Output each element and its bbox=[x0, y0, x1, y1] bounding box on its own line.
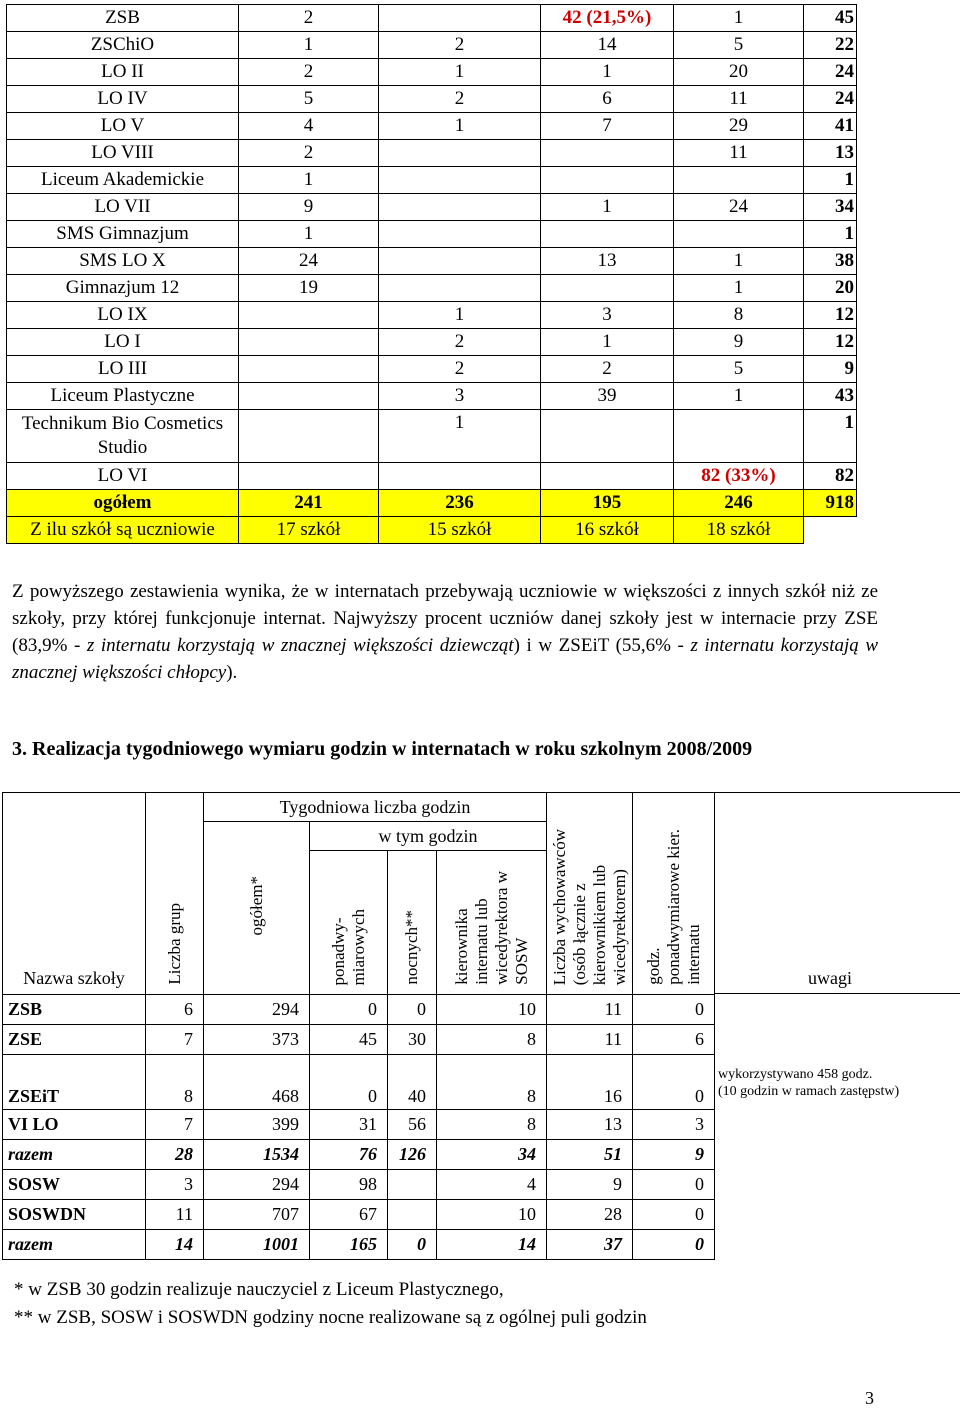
hours-cell: 16 bbox=[547, 1055, 633, 1110]
count-cell bbox=[239, 302, 379, 329]
table1-row bbox=[7, 275, 857, 302]
count-cell bbox=[239, 356, 379, 383]
hours-table bbox=[2, 792, 715, 1260]
total-cell: 38 bbox=[804, 248, 857, 275]
header-wychowawcow: Liczba wychowawców (osób łącznie z kierownikiem lub wicedyrektorem) bbox=[547, 793, 633, 995]
count-cell: 19 bbox=[239, 275, 379, 302]
school-name: Gimnazjum 12 bbox=[7, 275, 239, 302]
count-cell: 1 bbox=[674, 383, 804, 410]
total-cell: 12 bbox=[804, 329, 857, 356]
hours-cell: 9 bbox=[633, 1140, 715, 1170]
hours-cell: 76 bbox=[310, 1140, 388, 1170]
para-text-1: Z powyższego zestawienia wynika, że w internatach przebywają uczniowie w większości z innych szkół niż ze szkoły, przy której funkcjonuje internat. Najwyższy procent uczniów danej szkoły jest w internacie przy ZSE (83,9% - bbox=[12, 581, 878, 656]
table1-total-row bbox=[7, 490, 857, 517]
total-cell: 1 bbox=[804, 410, 857, 463]
hours-cell: 3 bbox=[146, 1170, 204, 1200]
total-cell: 13 bbox=[804, 140, 857, 167]
page-number: 3 bbox=[865, 1388, 874, 1408]
table1-row bbox=[7, 356, 857, 383]
count-cell bbox=[379, 463, 541, 490]
table1-row bbox=[7, 383, 857, 410]
table2-row bbox=[3, 1110, 715, 1140]
hours-cell: 0 bbox=[633, 1200, 715, 1230]
count-cell bbox=[541, 221, 674, 248]
summary-paragraph bbox=[12, 578, 878, 686]
count-cell: 2 bbox=[239, 140, 379, 167]
schools-count: 16 szkół bbox=[541, 517, 674, 544]
zseit-note: wykorzystywano 458 godz. (10 godzin w ramach zastępstw) bbox=[718, 1067, 900, 1099]
hours-cell: 294 bbox=[204, 995, 310, 1025]
hours-cell: 8 bbox=[437, 1025, 547, 1055]
hours-cell: 14 bbox=[146, 1230, 204, 1260]
table1-schools-row bbox=[7, 517, 857, 544]
school-name: LO II bbox=[7, 59, 239, 86]
hours-cell: 1534 bbox=[204, 1140, 310, 1170]
count-cell: 24 bbox=[674, 194, 804, 221]
header-godz-ponad: godz. ponadwymiarowe kier. internatu bbox=[633, 793, 715, 995]
hours-cell: 6 bbox=[633, 1025, 715, 1055]
hours-cell: 3 bbox=[633, 1110, 715, 1140]
school-name: ZSChiO bbox=[7, 32, 239, 59]
count-cell: 1 bbox=[674, 275, 804, 302]
school-name: Liceum Akademickie bbox=[7, 167, 239, 194]
count-cell: 13 bbox=[541, 248, 674, 275]
hours-cell: 7 bbox=[146, 1110, 204, 1140]
count-cell bbox=[239, 463, 379, 490]
total-cell: 24 bbox=[804, 86, 857, 113]
school-name: LO IX bbox=[7, 302, 239, 329]
hours-cell: 51 bbox=[547, 1140, 633, 1170]
count-cell bbox=[379, 194, 541, 221]
school-name: Technikum Bio Cosmetics Studio bbox=[7, 410, 239, 463]
hours-cell: 30 bbox=[388, 1025, 437, 1055]
school-name: Liceum Plastyczne bbox=[7, 383, 239, 410]
total-value: 246 bbox=[674, 490, 804, 517]
hours-cell: 11 bbox=[547, 1025, 633, 1055]
school-name: LO VI bbox=[7, 463, 239, 490]
count-cell: 9 bbox=[239, 194, 379, 221]
count-cell: 7 bbox=[541, 113, 674, 140]
count-cell: 39 bbox=[541, 383, 674, 410]
attendance-table bbox=[6, 4, 857, 544]
count-cell: 1 bbox=[379, 59, 541, 86]
hours-cell: 56 bbox=[388, 1110, 437, 1140]
table1-row bbox=[7, 32, 857, 59]
count-cell: 1 bbox=[239, 221, 379, 248]
total-cell: 9 bbox=[804, 356, 857, 383]
count-cell: 20 bbox=[674, 59, 804, 86]
count-cell: 29 bbox=[674, 113, 804, 140]
hours-cell: 37 bbox=[547, 1230, 633, 1260]
hours-cell: 0 bbox=[633, 995, 715, 1025]
header-nocnych: nocnych** bbox=[388, 851, 437, 995]
header-liczba-grup: Liczba grup bbox=[146, 793, 204, 995]
school-name: ZSB bbox=[3, 995, 146, 1025]
count-cell: 2 bbox=[239, 5, 379, 32]
school-name: SOSWDN bbox=[3, 1200, 146, 1230]
count-cell: 9 bbox=[674, 329, 804, 356]
hours-cell: 11 bbox=[146, 1200, 204, 1230]
section-heading: 3. Realizacja tygodniowego wymiaru godzin w internatach w roku szkolnym 2008/2009 bbox=[12, 738, 753, 760]
hours-cell: 10 bbox=[437, 995, 547, 1025]
count-cell bbox=[674, 221, 804, 248]
schools-count: 15 szkół bbox=[379, 517, 541, 544]
table1-row bbox=[7, 463, 857, 490]
hours-cell: 0 bbox=[633, 1055, 715, 1110]
footnote-2: ** w ZSB, SOSW i SOSWDN godziny nocne realizowane są z ogólnej puli godzin bbox=[14, 1307, 647, 1328]
hours-cell: 8 bbox=[437, 1055, 547, 1110]
count-cell: 8 bbox=[674, 302, 804, 329]
schools-count: 18 szkół bbox=[674, 517, 804, 544]
hours-cell: 45 bbox=[310, 1025, 388, 1055]
count-cell: 3 bbox=[379, 383, 541, 410]
count-cell: 1 bbox=[379, 113, 541, 140]
para-italic-2: z internatu korzystają w znacznej większości chłopcy bbox=[12, 635, 878, 683]
hours-cell: 468 bbox=[204, 1055, 310, 1110]
count-cell: 14 bbox=[541, 32, 674, 59]
total-value: 918 bbox=[804, 490, 857, 517]
hours-cell: 6 bbox=[146, 995, 204, 1025]
table1-row bbox=[7, 410, 857, 463]
hours-cell: 8 bbox=[437, 1110, 547, 1140]
hours-cell: 28 bbox=[146, 1140, 204, 1170]
table1-row bbox=[7, 329, 857, 356]
count-cell bbox=[379, 248, 541, 275]
total-cell: 12 bbox=[804, 302, 857, 329]
hours-cell: 31 bbox=[310, 1110, 388, 1140]
count-cell bbox=[379, 275, 541, 302]
count-cell: 11 bbox=[674, 140, 804, 167]
school-name: SMS LO X bbox=[7, 248, 239, 275]
count-cell bbox=[541, 140, 674, 167]
school-name: razem bbox=[3, 1140, 146, 1170]
hours-cell: 165 bbox=[310, 1230, 388, 1260]
count-cell bbox=[239, 329, 379, 356]
table1-row bbox=[7, 5, 857, 32]
school-name: ZSE bbox=[3, 1025, 146, 1055]
table1-row bbox=[7, 194, 857, 221]
count-cell: 2 bbox=[379, 32, 541, 59]
school-name: LO I bbox=[7, 329, 239, 356]
hours-cell: 11 bbox=[547, 995, 633, 1025]
schools-count: 17 szkół bbox=[239, 517, 379, 544]
header-uwagi: uwagi bbox=[808, 968, 852, 988]
school-name: LO III bbox=[7, 356, 239, 383]
count-cell: 2 bbox=[239, 59, 379, 86]
total-cell: 41 bbox=[804, 113, 857, 140]
count-cell bbox=[379, 221, 541, 248]
total-cell: 43 bbox=[804, 383, 857, 410]
header-kierownika: kierownika internatu lub wicedyrektora w SOSW bbox=[437, 851, 547, 995]
count-cell: 2 bbox=[379, 86, 541, 113]
table2-row bbox=[3, 1025, 715, 1055]
hours-cell: 0 bbox=[310, 995, 388, 1025]
hours-cell: 13 bbox=[547, 1110, 633, 1140]
table1-row bbox=[7, 86, 857, 113]
hours-cell bbox=[388, 1170, 437, 1200]
hours-cell: 40 bbox=[388, 1055, 437, 1110]
table2-row bbox=[3, 1230, 715, 1260]
count-cell: 2 bbox=[541, 356, 674, 383]
count-cell: 1 bbox=[239, 167, 379, 194]
count-cell: 1 bbox=[674, 5, 804, 32]
school-name: ZSEiT bbox=[3, 1055, 146, 1110]
table1-row bbox=[7, 167, 857, 194]
table2-row bbox=[3, 1200, 715, 1230]
count-cell: 1 bbox=[674, 248, 804, 275]
count-cell bbox=[674, 167, 804, 194]
count-cell: 2 bbox=[379, 356, 541, 383]
count-cell: 5 bbox=[674, 356, 804, 383]
count-cell bbox=[541, 463, 674, 490]
total-cell: 20 bbox=[804, 275, 857, 302]
table2-row bbox=[3, 1170, 715, 1200]
hours-cell: 4 bbox=[437, 1170, 547, 1200]
total-value: 236 bbox=[379, 490, 541, 517]
uwagi-header-cell bbox=[714, 792, 960, 994]
hours-cell: 0 bbox=[633, 1170, 715, 1200]
total-cell: 45 bbox=[804, 5, 857, 32]
count-cell bbox=[379, 5, 541, 32]
hours-cell: 1001 bbox=[204, 1230, 310, 1260]
count-cell: 3 bbox=[541, 302, 674, 329]
header-ogolem: ogółem* bbox=[204, 822, 310, 995]
hours-cell: 0 bbox=[633, 1230, 715, 1260]
hours-cell: 0 bbox=[310, 1055, 388, 1110]
count-cell bbox=[541, 410, 674, 463]
hours-cell: 707 bbox=[204, 1200, 310, 1230]
count-cell: 1 bbox=[541, 59, 674, 86]
count-cell bbox=[541, 275, 674, 302]
school-name: LO V bbox=[7, 113, 239, 140]
total-cell: 1 bbox=[804, 221, 857, 248]
hours-cell: 98 bbox=[310, 1170, 388, 1200]
count-cell: 1 bbox=[541, 194, 674, 221]
count-cell: 11 bbox=[674, 86, 804, 113]
hours-cell: 67 bbox=[310, 1200, 388, 1230]
count-cell bbox=[239, 383, 379, 410]
school-name: LO IV bbox=[7, 86, 239, 113]
hours-cell: 9 bbox=[547, 1170, 633, 1200]
school-name: ZSB bbox=[7, 5, 239, 32]
hours-cell: 34 bbox=[437, 1140, 547, 1170]
hours-cell: 399 bbox=[204, 1110, 310, 1140]
school-name: SMS Gimnazjum bbox=[7, 221, 239, 248]
total-value: 195 bbox=[541, 490, 674, 517]
para-text-2: ) i w ZSEiT (55,6% - bbox=[513, 635, 691, 656]
hours-cell: 294 bbox=[204, 1170, 310, 1200]
count-cell bbox=[379, 140, 541, 167]
table2-row bbox=[3, 1140, 715, 1170]
blank-cell bbox=[804, 517, 857, 544]
total-cell: 1 bbox=[804, 167, 857, 194]
school-name: LO VII bbox=[7, 194, 239, 221]
hours-cell bbox=[388, 1200, 437, 1230]
table2-row bbox=[3, 1055, 715, 1110]
hours-cell: 28 bbox=[547, 1200, 633, 1230]
hours-cell: 10 bbox=[437, 1200, 547, 1230]
count-cell: 1 bbox=[379, 410, 541, 463]
count-cell: 1 bbox=[541, 329, 674, 356]
count-cell: 5 bbox=[239, 86, 379, 113]
count-cell: 4 bbox=[239, 113, 379, 140]
total-cell: 22 bbox=[804, 32, 857, 59]
header-ponadwymiarowych: ponadwy- miarowych bbox=[310, 851, 388, 995]
count-cell: 5 bbox=[674, 32, 804, 59]
count-cell: 1 bbox=[239, 32, 379, 59]
table1-row bbox=[7, 113, 857, 140]
hours-cell: 14 bbox=[437, 1230, 547, 1260]
total-value: 241 bbox=[239, 490, 379, 517]
table1-row bbox=[7, 302, 857, 329]
school-name: LO VIII bbox=[7, 140, 239, 167]
school-name: razem bbox=[3, 1230, 146, 1260]
count-cell: 1 bbox=[379, 302, 541, 329]
total-cell: 82 bbox=[804, 463, 857, 490]
count-cell bbox=[239, 410, 379, 463]
total-label: ogółem bbox=[7, 490, 239, 517]
count-cell: 42 (21,5%) bbox=[541, 5, 674, 32]
count-cell bbox=[541, 167, 674, 194]
hours-cell: 373 bbox=[204, 1025, 310, 1055]
hours-cell: 126 bbox=[388, 1140, 437, 1170]
count-cell: 6 bbox=[541, 86, 674, 113]
table1-row bbox=[7, 221, 857, 248]
school-name: SOSW bbox=[3, 1170, 146, 1200]
table1-row bbox=[7, 140, 857, 167]
table1-row bbox=[7, 248, 857, 275]
footnote-1: * w ZSB 30 godzin realizuje nauczyciel z Liceum Plastycznego, bbox=[14, 1279, 504, 1300]
hours-cell: 0 bbox=[388, 995, 437, 1025]
para-text-3: ). bbox=[226, 662, 238, 683]
header-nazwa: Nazwa szkoły bbox=[3, 793, 146, 995]
header-w-tym: w tym godzin bbox=[310, 822, 547, 851]
count-cell bbox=[379, 167, 541, 194]
table1-row bbox=[7, 59, 857, 86]
school-name: VI LO bbox=[3, 1110, 146, 1140]
table2-row bbox=[3, 995, 715, 1025]
count-cell bbox=[674, 410, 804, 463]
header-tygodniowa: Tygodniowa liczba godzin bbox=[204, 793, 547, 822]
count-cell: 24 bbox=[239, 248, 379, 275]
schools-label: Z ilu szkół są uczniowie bbox=[7, 517, 239, 544]
total-cell: 34 bbox=[804, 194, 857, 221]
count-cell: 82 (33%) bbox=[674, 463, 804, 490]
count-cell: 2 bbox=[379, 329, 541, 356]
total-cell: 24 bbox=[804, 59, 857, 86]
para-italic-1: z internatu korzystają w znacznej większości dziewcząt bbox=[86, 635, 514, 656]
hours-cell: 0 bbox=[388, 1230, 437, 1260]
hours-cell: 8 bbox=[146, 1055, 204, 1110]
hours-cell: 7 bbox=[146, 1025, 204, 1055]
